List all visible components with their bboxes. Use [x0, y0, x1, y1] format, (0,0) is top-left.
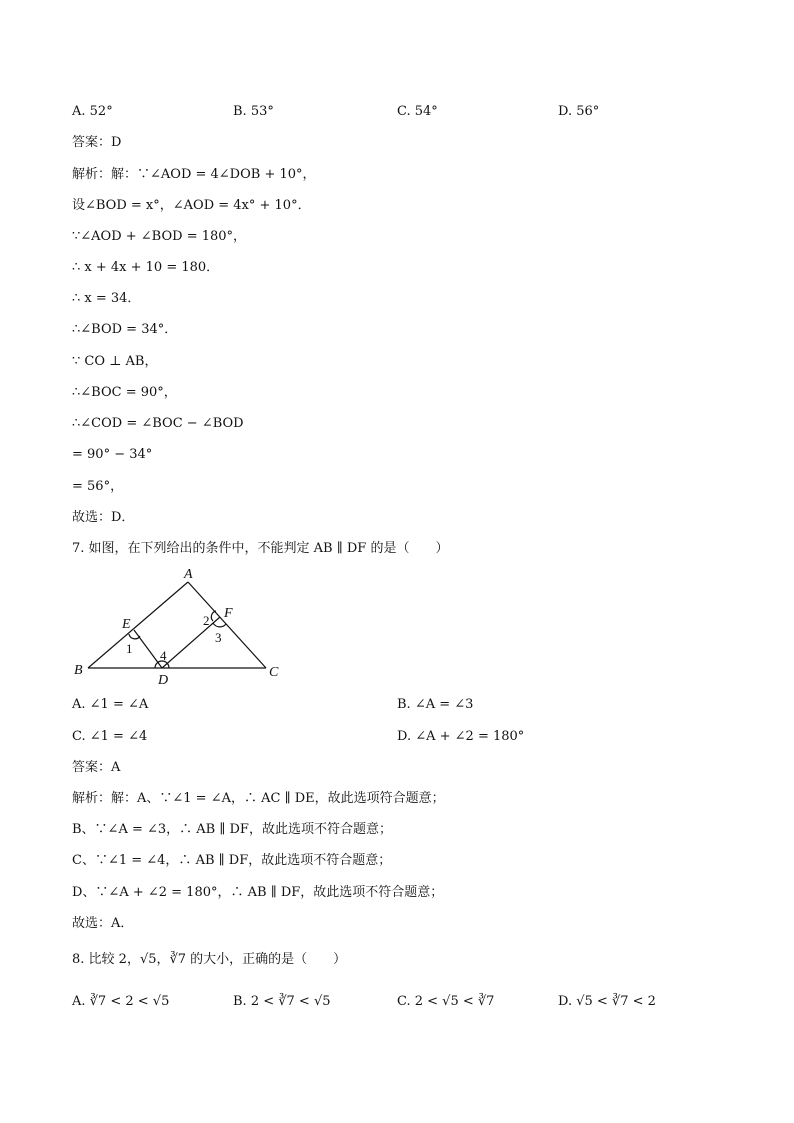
label-angle-2: 2 [203, 613, 210, 628]
q8-stem: 8. 比较 2，√5，∛7 的大小，正确的是（ ） [72, 952, 347, 967]
q7-triangle-figure [66, 562, 296, 688]
label-angle-1: 1 [126, 641, 133, 656]
q6-solution-line-3: ∵∠AOD + ∠BOD = 180°， [72, 229, 247, 244]
label-angle-4: 4 [160, 648, 167, 663]
q7-option-b: B. ∠A = ∠3 [397, 697, 474, 712]
angle-3-arc [213, 623, 226, 627]
q7-answer: 答案：A [72, 760, 121, 775]
q8-option-c: C. 2 < √5 < ∛7 [397, 994, 495, 1009]
q6-answer: 答案：D [72, 135, 122, 150]
q6-option-d: D. 56° [558, 104, 600, 119]
q7-option-d: D. ∠A + ∠2 = 180° [397, 729, 525, 744]
q6-solution-line-11: = 56°， [72, 479, 124, 494]
q6-solution-line-2: 设∠BOD = x°，∠AOD = 4x° + 10°． [72, 198, 311, 213]
q7-option-a: A. ∠1 = ∠A [72, 697, 149, 712]
q6-solution-line-4: ∴ x + 4x + 10 = 180． [72, 260, 220, 275]
label-b: B [74, 663, 83, 678]
q6-solution-line-8: ∴∠BOC = 90°， [72, 385, 177, 400]
q7-solution-line-3: C、∵∠1 = ∠4，∴ AB ∥ DF，故此选项不符合题意； [72, 853, 392, 868]
q7-solution-line-1: 解析：解：A、∵∠1 = ∠A，∴ AC ∥ DE，故此选项符合题意； [72, 791, 445, 806]
q6-solution-line-10: = 90° − 34° [72, 447, 153, 462]
label-c: C [269, 665, 279, 680]
label-d: D [158, 673, 169, 688]
q7-solution-line-5: 故选：A． [72, 916, 134, 931]
segment-df [162, 617, 220, 668]
q6-solution-line-9: ∴∠COD = ∠BOC − ∠BOD [72, 416, 244, 431]
label-f: F [224, 606, 233, 621]
q6-solution-line-1: 解析：解：∵∠AOD = 4∠DOB + 10°， [72, 167, 316, 182]
q6-solution-line-12: 故选：D． [72, 510, 135, 525]
q6-solution-line-6: ∴∠BOD = 34°． [72, 322, 178, 337]
segment-ab [88, 582, 188, 668]
label-angle-3: 3 [215, 630, 222, 645]
q7-solution-line-2: B、∵∠A = ∠3，∴ AB ∥ DF，故此选项不符合题意； [72, 822, 392, 837]
q6-option-a: A. 52° [72, 104, 113, 119]
q6-option-c: C. 54° [397, 104, 438, 119]
label-a: A [184, 567, 193, 582]
q8-option-a: A. ∛7 < 2 < √5 [72, 994, 170, 1009]
q8-option-b: B. 2 < ∛7 < √5 [233, 994, 331, 1009]
q7-solution-line-4: D、∵∠A + ∠2 = 180°，∴ AB ∥ DF，故此选项不符合题意； [72, 885, 444, 900]
q7-stem: 7. 如图，在下列给出的条件中，不能判定 AB ∥ DF 的是（ ） [72, 541, 449, 556]
q6-option-b: B. 53° [233, 104, 274, 119]
q6-solution-line-7: ∵ CO ⊥ AB， [72, 354, 158, 369]
label-e: E [122, 617, 131, 632]
q8-option-d: D. √5 < ∛7 < 2 [558, 994, 656, 1009]
q6-solution-line-5: ∴ x = 34． [72, 291, 141, 306]
segment-ac [188, 582, 266, 668]
q7-option-c: C. ∠1 = ∠4 [72, 729, 148, 744]
